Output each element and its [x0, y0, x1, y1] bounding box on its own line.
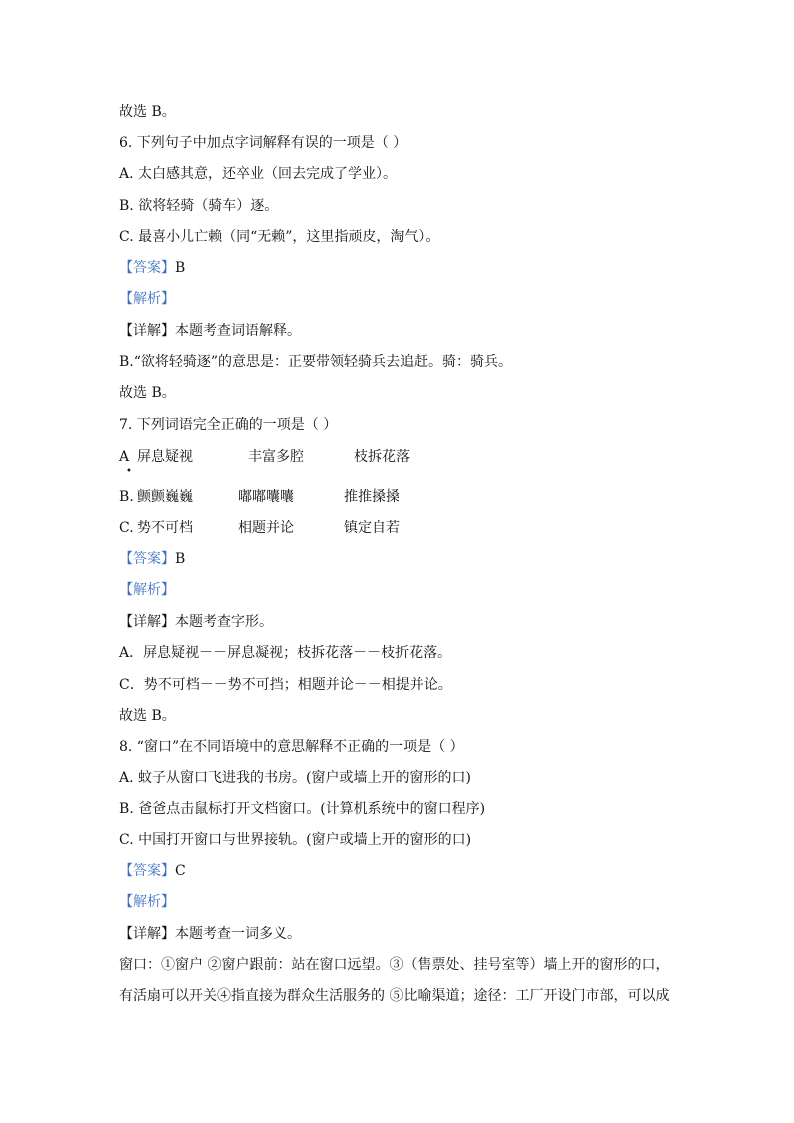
question-7: 7. 下列词语完全正确的一项是（ ） — [119, 417, 338, 433]
text-line: 故选 B。 — [119, 708, 176, 724]
option-label: C. — [119, 520, 134, 536]
text-line: B.“欲将轻骑逐”的意思是：正要带领轻骑兵去追赶。骑：骑兵。 — [119, 354, 513, 370]
option-c-row — [119, 518, 400, 538]
word-3: 推推搡搡 — [344, 489, 400, 505]
analysis-line — [119, 580, 175, 600]
text-line: 有活扇可以开关④指直接为群众生活服务的 ⑤比喻渠道；途径：工厂开设门市部，可以成 — [119, 988, 670, 1004]
option-a: A. 蚊子从窗口飞进我的书房。(窗户或墙上开的窗形的口) — [119, 770, 471, 786]
text-line: 故选 B。 — [119, 385, 176, 401]
analysis-line — [119, 289, 175, 309]
text-line: A．屏息疑视－－屏息凝视；枝拆花落－－枝折花落。 — [119, 645, 452, 661]
answer-value: C — [175, 863, 186, 879]
text-line: C．势不可档－－势不可挡；相题并论－－相提并论。 — [119, 677, 452, 693]
analysis-tag: 【解析】 — [119, 291, 175, 307]
analysis-tag: 【解析】 — [119, 582, 175, 598]
option-c: C. 中国打开窗口与世界接轨。(窗户或墙上开的窗形的口) — [119, 832, 472, 848]
word-3: 镇定自若 — [344, 520, 400, 536]
word-1: 屏息疑视 — [137, 449, 193, 465]
text-line: 故选 B。 — [119, 104, 176, 120]
word-3: 枝拆花落 — [354, 449, 410, 465]
option-b-row — [119, 487, 400, 507]
answer-tag: 【答案】 — [119, 551, 175, 567]
detail-line: 【详解】本题考查字形。 — [119, 614, 273, 630]
text-line: 窗口：①窗户 ②窗户跟前：站在窗口远望。③（售票处、挂号室等）墙上开的窗形的口， — [119, 957, 670, 973]
analysis-tag: 【解析】 — [119, 894, 175, 910]
option-b: B. 爸爸点击鼠标打开文档窗口。(计算机系统中的窗口程序) — [119, 801, 486, 817]
analysis-line — [119, 892, 175, 912]
answer-tag: 【答案】 — [119, 260, 175, 276]
answer-value: B — [175, 551, 186, 567]
word-2: 丰富多腔 — [248, 449, 304, 465]
option-a-row — [119, 447, 410, 467]
answer-line — [119, 861, 186, 881]
word-2: 相题并论 — [238, 520, 294, 536]
option-b: B. 欲将轻骑（骑车）逐。 — [119, 198, 279, 214]
option-label: A — [119, 449, 130, 465]
word-1: 势不可档 — [137, 520, 193, 536]
word-2: 嘟嘟囔囔 — [238, 489, 294, 505]
detail-line: 【详解】本题考查一词多义。 — [119, 926, 301, 942]
answer-tag: 【答案】 — [119, 863, 175, 879]
answer-line — [119, 258, 185, 278]
question-6: 6. 下列句子中加点字词解释有误的一项是（ ） — [119, 135, 408, 151]
option-label: B. — [119, 489, 134, 505]
detail-line: 【详解】本题考查词语解释。 — [119, 323, 301, 339]
question-8: 8. “窗口”在不同语境中的意思解释不正确的一项是（ ） — [119, 739, 464, 755]
answer-value: B — [175, 260, 186, 276]
emphasis-dot: • — [126, 466, 132, 477]
word-1: 颤颤巍巍 — [137, 489, 193, 505]
option-a: A. 太白感其意，还卒业（回去完成了学业）。 — [119, 166, 398, 182]
answer-line — [119, 549, 185, 569]
option-c: C. 最喜小儿亡赖（同“无赖”，这里指顽皮，淘气）。 — [119, 229, 440, 245]
